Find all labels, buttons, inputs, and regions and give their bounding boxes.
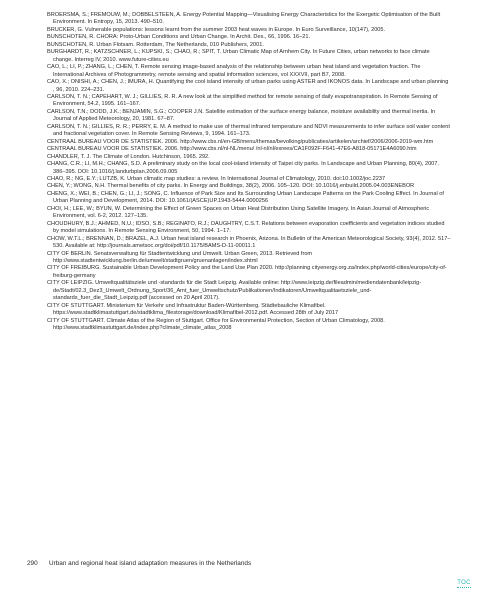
- reference-item: BRUCKER, G. Vulnerable populations: lessons learnt from the summer 2003 heat waves in Europe. In Euro Surveillance, 10(147), 2005.: [47, 26, 386, 33]
- reference-item: BUNSCHOTEN, R. Urban Flotsam. Rotterdam, The Netherlands, 010 Publishers, 2001.: [47, 41, 264, 48]
- reference-item: CENTRAAL BUREAU VOOR DE STATISTIEK. 2006. http://www.cbs.nl/en-GB/menu/themas/bevolking/publicaties/artikelen/archief/2006/2006-2019-wm.htm: [47, 138, 434, 145]
- toc-link[interactable]: [457, 580, 471, 588]
- reference-item: CITY OF FREIBURG. Sustainable Urban Development Policy and the Land Use Plan 2020. http://planning cityenergy.org.za/index.php/world-cities/europe/city-of-freiburg-germany: [47, 265, 447, 279]
- reference-item: CITY OF STUTTGART. Ministerium für Verkehr und Infrastruktur Baden-Württemberg. Städtebauliche Klimafibel. https://www.stadtklimastuttgart.de/stadtklima_filestorage/download/Klimafibel-2012.pdf. Accessed 28th of July 2017: [47, 302, 339, 317]
- running-title: Urban and regional heat island adaptation measures in the Netherlands: [49, 560, 252, 567]
- reference-item: CITY OF BERLIN. Senatsverwaltung für Stadtentwicklung und Umwelt. Urban Green, 2013. Retrieved from http://www.stadtentwicklung.berlin.de/umwelt/stadtgruen/gruenanlagen/index.shtml: [47, 250, 313, 264]
- reference-item: CHANDLER, T. J. The Climate of London. Hutchinson, 1965. 292.: [47, 153, 210, 160]
- reference-item: CHOUDHURY, B.J.; AHMED, N.U.; IDSO, S.B.; REGINATO, R.J.; DAUGHTRY, C.S.T. Relations between evaporation coefficients and vegetation indices studied by model simulations. In Remote Sensing Environment, 50, 1994. 1–17.: [47, 220, 445, 235]
- toc-underline: [457, 587, 471, 588]
- reference-item: CARLSON, T. N.; GILLIES, R. R.; PERRY, E. M. A method to make use of thermal infrared temperature and NDVI measurements to infer surface soil water content and fractional vegetation cover. In Remote Sensing Reviews, 9, 1994. 161–173.: [47, 123, 450, 138]
- reference-item: CARLSON, T. N.; CAPEHART, W. J.; GILLIES, R. R. A new look at the simplified method for remote sensing of daily evapotranspiration. In Remote Sensing of Environment, 54.2, 1995. 161–167.: [47, 93, 438, 108]
- page-number: 290: [27, 560, 38, 567]
- reference-item: CHANG, C.R.; LI, M.H.; CHANG, S.D. A preliminary study on the local cool-island intensity of Taipei city parks. In Landscape and Urban Planning, 80(4), 2007. 386–395. DOI: 10.1016/j.landurbplan.2006.09.005: [47, 161, 439, 175]
- reference-item: BUNSCHOTEN, R. CHORA: Proto-Urban Conditions and Urban Change. In Archit. Des., 66, 1996. 16–21.: [47, 34, 311, 41]
- reference-item: CAO, X.; ONISHI, A.; CHEN, J.; IMURA, H. Quantifying the cool island intensity of urban parks using ASTER and IKONOS data. In Landscape and urban planning , 96, 2010. 224–231.: [47, 79, 449, 93]
- reference-item: BURGHARDT, R.; KATZSCHNER, L.; KUPSKI, S.; CHAO, R.; SPIT, T. Urban Climatic Map of Arnhem City. In Future Cities, urban networks to face climate change. Interreg IV, 2010. www.future-cities.eu: [47, 49, 430, 63]
- reference-item: CENTRAAL BUREAU VOOR DE STATISTIEK. 2006. http://www.cbs.nl/nl-NL/menu/ /nl-nl/nl/exrees/CA1F092F-F641-47E6-A818-05171E4A6090.htm: [47, 146, 417, 153]
- reference-item: CHOI, H.; LEE, W.; BYUN, W. Determining the Effect of Green Spaces on Urban Heat Distribution Using Satellite Imagery. In Asian Journal of Atmospheric Environment, vol. 6-2, 2012. 127–135.: [47, 205, 430, 220]
- reference-item: CHENG, X.; WEI, B.; CHEN, G.; LI, J.; SONG, C. Influence of Park Size and Its Surrounding Urban Landscape Patterns on the Park Cooling Effect. In Journal of Urban Planning and Development, 2014. DOI: 10.1061/(ASCE)UP.1943-5444.0000256: [47, 190, 444, 205]
- toc-label: TOC: [457, 580, 471, 586]
- reference-list: [47, 12, 451, 332]
- reference-item: CITY OF LEIPZIG. Umweltqualitätsziele und -standards für die Stadt Leipzig. Available online: http://www.leipzig.de/fileadmin/mediendatenbank/leipzig-de/Stadt/02.3_Dez3_Umwelt_Ordnung_Sport/36_Amt_fuer_Umweltschutz/Publikationen/Indikatoren/Umweltqualitaetsziele_und-standards_fuer_die_Stadt_Leipzig.pdf (accessed on 20 April 2017).: [47, 280, 422, 302]
- reference-item: BROERSMA, S.; FREMOUW, M.; DOBBELSTEEN, A. Energy Potential Mapping—Visualising Energy Characteristics for the Exergetic Optimisation of the Built Environment. In Entropy, 15, 2013. 490–510.: [47, 12, 441, 26]
- reference-item: CHAO, R.; NG, E.Y.; LUTZB, K. Urban climatic map studies: a review. In International Journal of Climatology, 2010. doi:10.1002/joc.2237: [47, 175, 386, 182]
- reference-item: CAO, L.; LI, P.; ZHANG, L.; CHEN, T. Remote sensing image-based analysis of the relationship between urban heat island and vegetation fraction. The International Archives of Photogrammetry, remote sensing and spatial information sciences, vol XXXVII, part B7, 2008.: [47, 64, 421, 78]
- reference-item: CARLSON, T.N.; DODD, J.K.; BENJAMIN, S.G.; COOPER J.N. Satellite estimation of the surface energy balance, moisture availability and thermal inertia. In Journal of Applied Meteorology, 20, 1981. 67–87.: [47, 108, 436, 123]
- reference-item: CITY OF STUTTGART. Climate Atlas of the Region of Stuttgart. Office for Environmental Protection, Section of Urban Climatology, 2008. http://www.stadtklimastuttgart.de/index.php?climate_climate_atlas_2008: [47, 317, 385, 332]
- reference-item: CHEN, Y.; WONG, N.H. Thermal benefits of city parks. In Energy and Buildings, 38(2), 2006. 105–120. DOI: 10.1016/j.enbuild.2005.04.003ENEBOR: [47, 183, 415, 190]
- reference-item: CHOW, W.T.L.; BRENNAN, D.; BRAZEL, A.J. Urban heat island research in Phoenix, Arizona. In Bulletin of the American Meteorological Society, 93(4), 2012. 517–530. Available at: http://journals.ametsoc.org/doi/pdf/10.1175/BAMS-D-11-00011.1: [47, 235, 451, 250]
